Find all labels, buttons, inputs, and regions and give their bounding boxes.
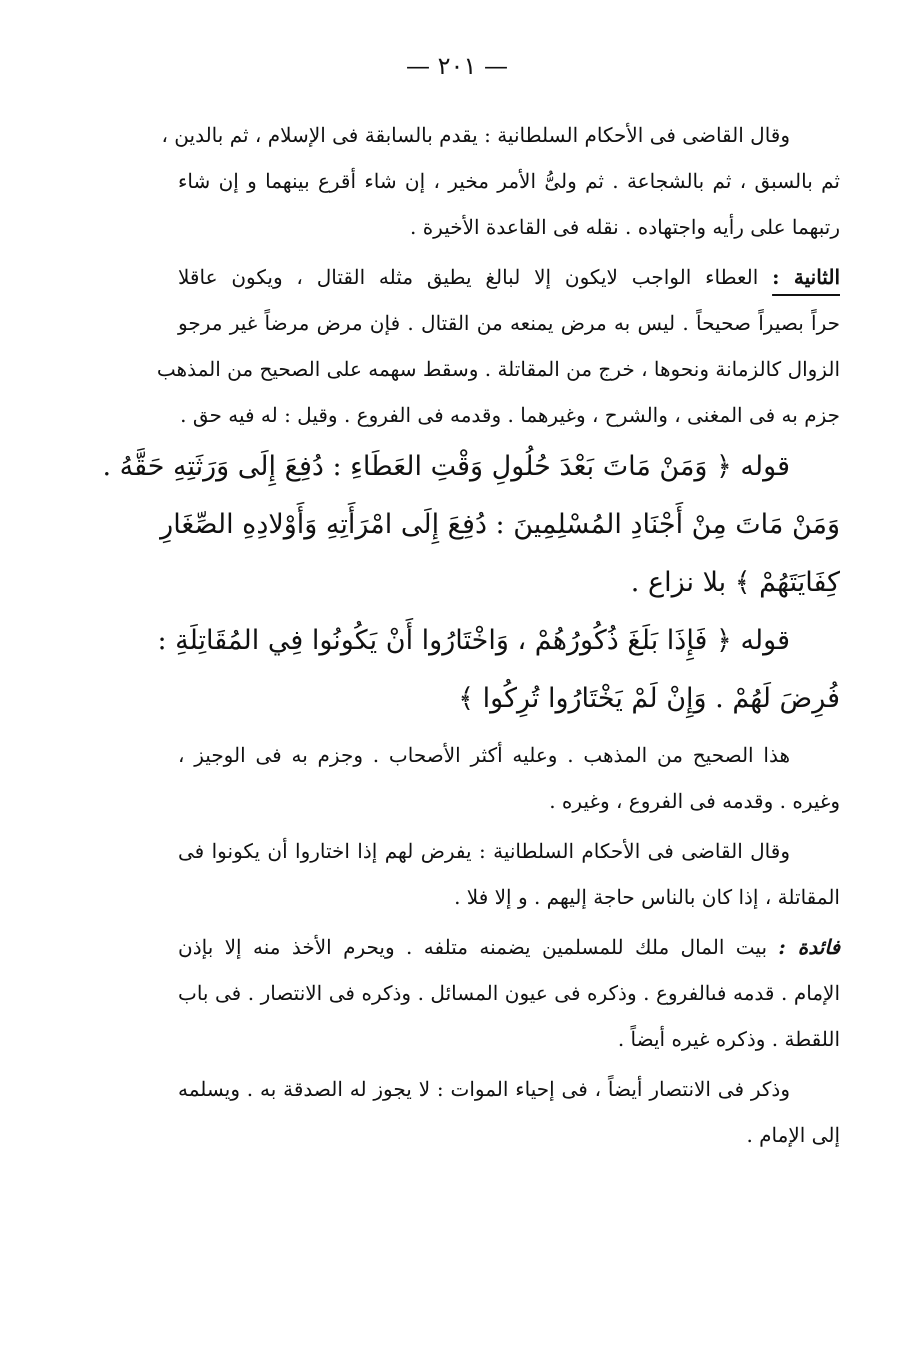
section-heading: فائدة : [778, 935, 841, 959]
paragraph-second [156, 254, 840, 438]
quoted-line: فُرِضَ لَهُمْ . وَإِنْ لَمْ يَخْتَارُوا تُرِكُوا ﴾ [458, 683, 840, 714]
quoted-line: كِفَايَتَهُمْ ﴾ بلا نزاع . [630, 567, 840, 598]
text-line: وقال القاضى فى الأحكام السلطانية : يفرض لهم إذا اختاروا أن يكونوا فى [178, 839, 790, 863]
text-line: حراً بصيراً صحيحاً . ليس به مرض يمنعه من القتال . فإن مرض مرضاً غير مرجو [178, 311, 840, 335]
text-line: وقال القاضى فى الأحكام السلطانية : يقدم بالسابقة فى الإسلام ، ثم بالدين ، [161, 123, 790, 147]
text-line: هذا الصحيح من المذهب . وعليه أكثر الأصحاب . وجزم به فى الوجيز ، [178, 743, 790, 767]
text-line [178, 924, 840, 970]
text-fragment: بيت المال ملك للمسلمين يضمنه متلفه . ويحرم الأخذ منه إلا بإذن [178, 935, 779, 959]
text-line: الزوال كالزمانة ونحوها ، خرج من المقاتلة . وسقط سهمه على الصحيح من المذهب [156, 357, 840, 381]
paragraph-qadi [178, 828, 840, 920]
text-line: جزم به فى المغنى ، والشرح ، وغيرهما . وقدمه فى الفروع . وقيل : له فيه حق . [180, 403, 840, 427]
text-line: وغيره . وقدمه فى الفروع ، وغيره . [549, 789, 840, 813]
text-fragment: العطاء الواجب لايكون إلا لبالغ يطيق مثله القتال ، ويكون عاقلا [178, 265, 773, 289]
text-line: ثم بالسبق ، ثم بالشجاعة . ثم ولىُّ الأمر مخير ، إن شاء أقرع بينهما و إن شاء [178, 169, 840, 193]
page-body [102, 112, 841, 1158]
page-number: — ٢٠١ — [406, 52, 508, 80]
text-line: المقاتلة ، إذا كان بالناس حاجة إليهم . و إلا فلا . [454, 885, 840, 909]
text-line: اللقطة . وذكره غيره أيضاً . [617, 1027, 840, 1051]
paragraph-madhhab [178, 732, 840, 824]
text-line: الإمام . قدمه فىالفروع . وذكره فى عيون المسائل . وذكره فى الانتصار . فى باب [178, 981, 840, 1005]
paragraph-ranking [161, 112, 840, 250]
paragraph-quote-maturity [157, 612, 840, 728]
text-line: رتبهما على رأيه واجتهاده . نقله فى القاعدة الأخيرة . [409, 215, 840, 239]
quoted-line: قوله ﴿ فَإِذَا بَلَغَ ذُكُورُهُمْ ، وَاخْتَارُوا أَنْ يَكُونُوا فِي المُقَاتِلَةِ : [157, 625, 790, 656]
quoted-line: وَمَنْ مَاتَ مِنْ أَجْنَادِ المُسْلِمِينَ : دُفِعَ إِلَى امْرَأَتِهِ وَأَوْلادِهِ الصِّغَارِ [160, 509, 840, 540]
text-line [178, 254, 840, 300]
paragraph-intisar [178, 1066, 840, 1158]
quoted-line: قوله ﴿ وَمَنْ مَاتَ بَعْدَ حُلُولِ وَقْتِ العَطَاءِ : دُفِعَ إِلَى وَرَثَتِهِ حَقَّهُ . [102, 451, 790, 482]
paragraph-quote-death [102, 438, 840, 612]
paragraph-benefit [178, 924, 840, 1062]
text-line: إلى الإمام . [746, 1123, 840, 1147]
text-line: وذكر فى الانتصار أيضاً ، فى إحياء الموات : لا يجوز له الصدقة به . ويسلمه [178, 1077, 790, 1101]
section-heading: الثانية : [772, 265, 840, 289]
